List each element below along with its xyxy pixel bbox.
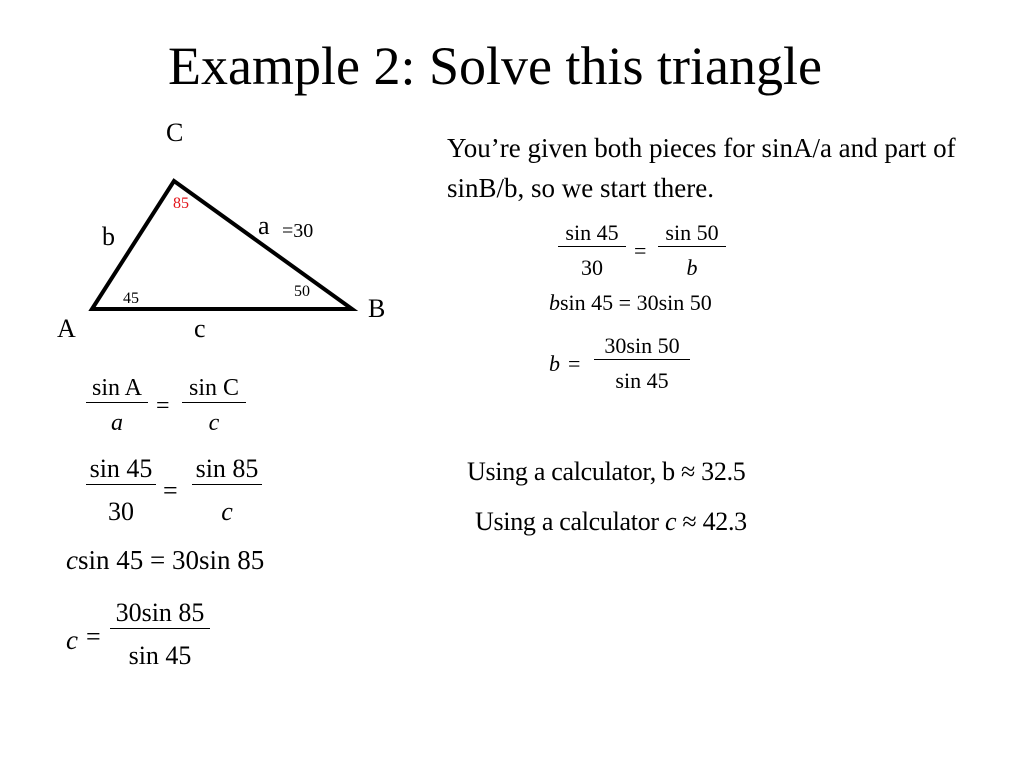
side-label-a: a — [258, 211, 270, 240]
cross-multiplied-equation-c: csin 45 = 30sin 85 — [66, 545, 265, 575]
fraction-numerator: sin 50 — [665, 220, 719, 245]
fraction-bar — [192, 484, 262, 485]
fraction-denominator: b — [686, 255, 698, 280]
side-label-c: c — [194, 314, 206, 343]
fraction-denominator: 30 — [581, 255, 603, 280]
fraction-bar — [110, 628, 210, 629]
fraction-bar — [658, 246, 726, 247]
fraction-numerator: sin 45 — [89, 454, 153, 483]
fraction-numerator: sin 45 — [565, 220, 619, 245]
equals-sign: = — [568, 351, 581, 376]
fraction-numerator: sin C — [188, 375, 239, 401]
equation-lhs-fraction — [84, 454, 158, 527]
vertex-label-b: B — [368, 294, 386, 323]
fraction-bar — [594, 359, 690, 360]
fraction-denominator: sin 45 — [615, 368, 669, 393]
solved-b-fraction — [592, 333, 692, 394]
vertex-label-c: C — [166, 118, 184, 147]
equals-sign: = — [86, 622, 101, 651]
fraction-bar — [182, 402, 246, 403]
solved-b-variable: b — [549, 351, 560, 376]
b-equation-rhs-fraction — [656, 220, 728, 281]
side-a-value: =30 — [282, 220, 314, 242]
equation-rhs-fraction — [190, 454, 264, 527]
slide-title: Example 2: Solve this triangle — [168, 36, 822, 96]
equals-sign: = — [163, 476, 178, 505]
fraction-denominator: a — [111, 410, 123, 436]
fraction-bar — [86, 484, 156, 485]
angle-b-value: 50 — [294, 283, 310, 300]
fraction-denominator: c — [221, 497, 233, 526]
fraction-denominator: sin 45 — [128, 641, 192, 670]
angle-a-value: 45 — [123, 290, 139, 307]
vertex-label-a: A — [57, 314, 76, 343]
solved-c-variable: c — [66, 625, 78, 655]
solved-c-fraction — [108, 598, 212, 671]
fraction-bar — [86, 402, 148, 403]
fraction-numerator: sin 85 — [195, 454, 259, 483]
cross-multiplied-equation-b: bsin 45 = 30sin 50 — [549, 290, 712, 315]
law-of-sines-lhs — [84, 374, 150, 437]
fraction-numerator: 30sin 85 — [115, 598, 205, 627]
calculator-result-b: Using a calculator, b ≈ 32.5 — [467, 457, 746, 486]
angle-c-value: 85 — [173, 195, 189, 212]
fraction-numerator: sin A — [91, 375, 142, 401]
equals-sign: = — [156, 393, 170, 419]
fraction-bar — [558, 246, 626, 247]
given-explanation: You’re given both pieces for sinA/a and part of sinB/b, so we start there. — [447, 133, 956, 203]
b-equation-lhs-fraction — [556, 220, 628, 281]
side-label-b: b — [102, 222, 115, 251]
calculator-result-c: Using a calculator c ≈ 42.3 — [475, 507, 747, 536]
equals-sign: = — [634, 238, 647, 263]
fraction-denominator: c — [208, 410, 220, 436]
law-of-sines-rhs — [180, 374, 248, 437]
fraction-denominator: 30 — [108, 497, 134, 526]
fraction-numerator: 30sin 50 — [604, 333, 680, 358]
